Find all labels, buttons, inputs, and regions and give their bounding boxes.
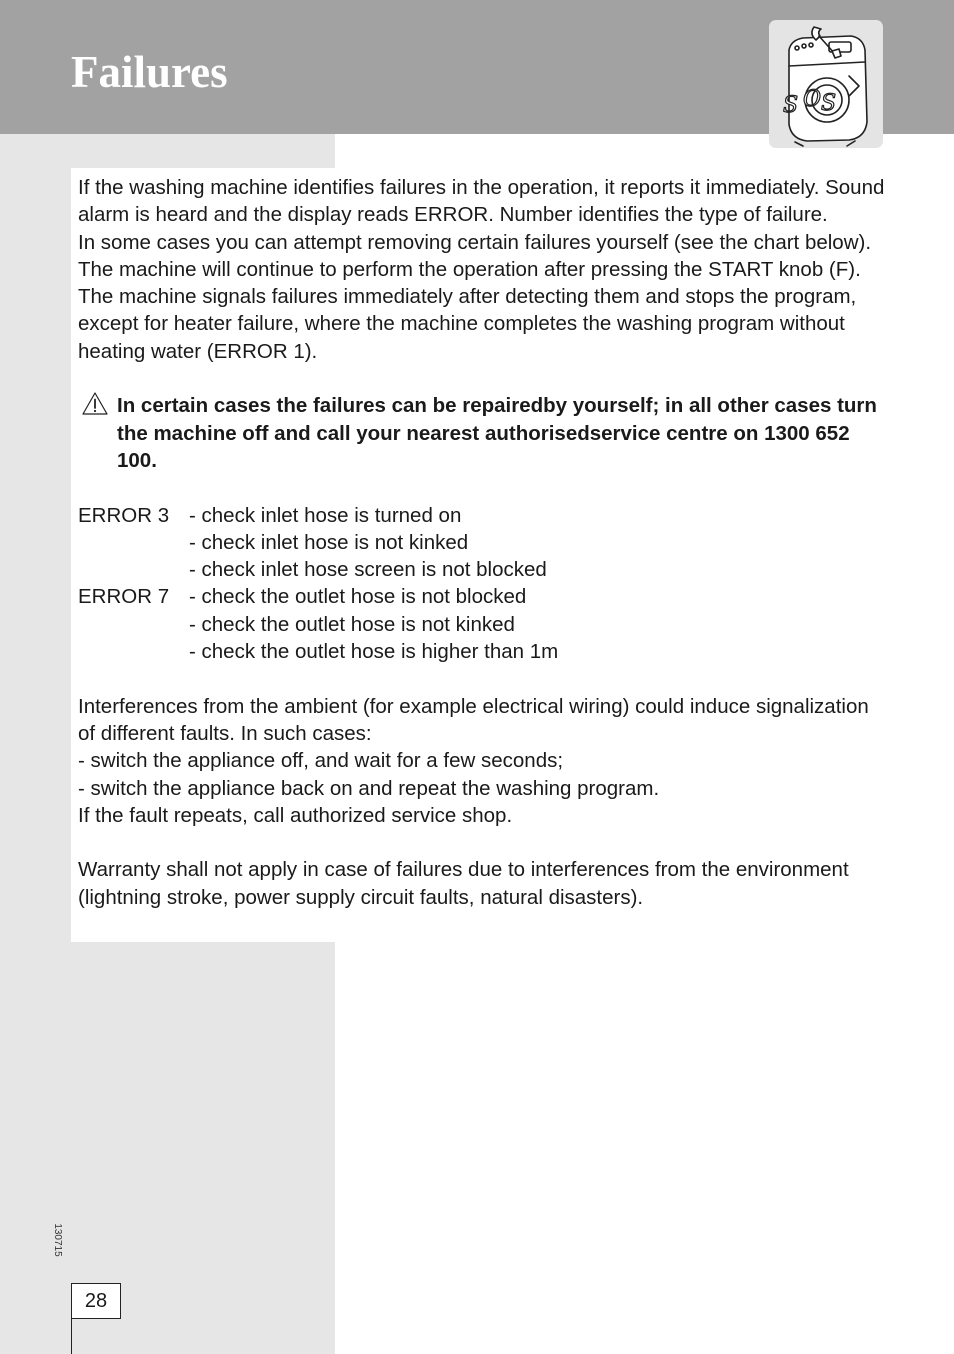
svg-text:O: O [803, 87, 822, 112]
svg-text:S: S [821, 91, 837, 116]
error-code: ERROR 7 [78, 585, 170, 609]
warning-triangle-icon [81, 391, 109, 423]
warranty-note: Warranty shall not apply in case of failures due to interferences from the environment (lightning stroke, power supply circuit faults, natural disasters). [78, 858, 849, 909]
error-checks [189, 583, 885, 665]
error-row [78, 502, 885, 584]
error-code: ERROR 3 [78, 503, 170, 527]
error-check: - check inlet hose screen is not blocked [189, 558, 547, 582]
sos-washing-machine-icon [769, 20, 883, 148]
interference-closing: If the fault repeats, call authorized service shop. [78, 803, 513, 827]
warning-note [78, 392, 885, 474]
error-check: - check the outlet hose is not blocked [189, 585, 527, 609]
interference-intro: Interferences from the ambient (for example electrical wiring) could induce signalization of different faults. In such cases: [78, 694, 869, 745]
warning-text: In certain cases the failures can be repairedby yourself; in all other cases turn the machine off and call your nearest authorisedservice centre on 1300 652 100. [117, 394, 877, 472]
interference-step: - switch the appliance off, and wait for a few seconds; [78, 749, 564, 773]
error-check: - check the outlet hose is higher than 1m [189, 640, 559, 664]
spacer [78, 829, 885, 856]
failures-content [71, 168, 885, 942]
spacer [78, 474, 885, 501]
intro-paragraph-1: If the washing machine identifies failures in the operation, it reports it immediately. Sound alarm is heard and the display reads ERROR. Number identifies the type of failure. [78, 176, 885, 227]
page-title: Failures [71, 47, 228, 97]
error-checks [189, 502, 885, 584]
spacer [78, 365, 885, 392]
error-check: - check inlet hose is turned on [189, 503, 462, 527]
error-row [78, 583, 885, 665]
spacer [78, 665, 885, 692]
interference-step: - switch the appliance back on and repeat the washing program. [78, 776, 660, 800]
page-header [0, 0, 954, 134]
error-check: - check inlet hose is not kinked [189, 530, 469, 554]
intro-paragraph-2: In some cases you can attempt removing certain failures yourself (see the chart below). The machine will continue to perform the operation after pressing the START knob (F). The machine signals failures immediately after detecting them and stops the program, except for heater failure, where the machine completes the washing program without heating water (ERROR 1). [78, 230, 872, 363]
error-check: - check the outlet hose is not kinked [189, 612, 515, 636]
page-number-rule [71, 1319, 72, 1354]
document-code: 130715 [52, 1223, 63, 1257]
page-number: 28 [71, 1283, 121, 1319]
svg-text:S: S [783, 93, 799, 118]
